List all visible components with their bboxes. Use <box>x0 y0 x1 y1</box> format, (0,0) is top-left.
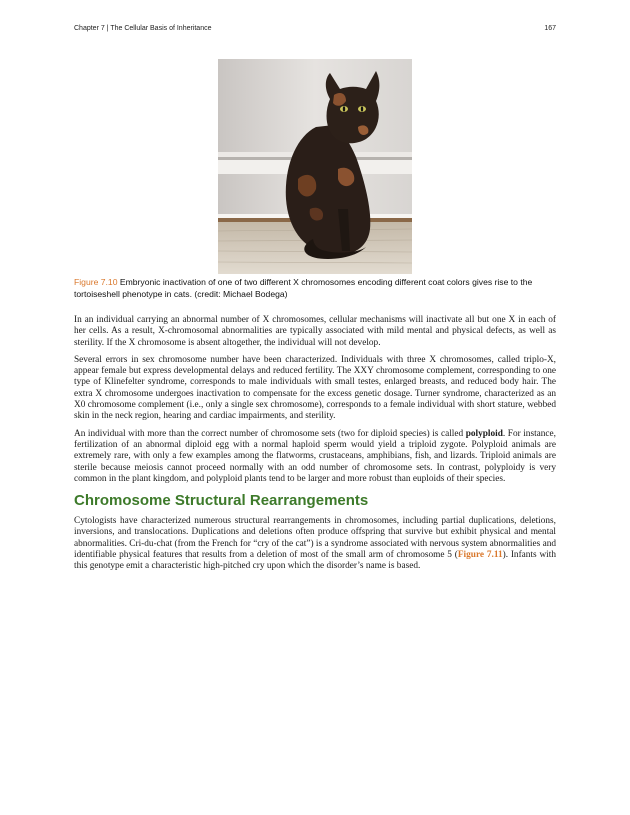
tortoiseshell-cat-image <box>218 59 412 274</box>
paragraph-sex-chromosome-errors: Several errors in sex chromosome number have been characterized. Individuals with three X chromosomes, called triplo-X, appear female but express developmental delays and reduced fertility. The XXY chromosome complement, corresponding to one type of Klinefelter syndrome, corresponds to male individuals with small testes, enlarged breasts, and reduced body hair. The extra X chromosome undergoes inactivation to compensate for the excess genetic dosage. Turner syndrome, characterized as an X0 chromosome complement (i.e., only a single sex chromosome), corresponds to a female individual with short stature, webbed skin in the neck region, hearing and cardiac impairments, and sterility. <box>74 354 556 422</box>
paragraph-x-abnormalities: In an individual carrying an abnormal number of X chromosomes, cellular mechanisms will inactivate all but one X in each of her cells. As a result, X-chromosomal abnormalities are typically associated with mild mental and physical defects, as well as sterility. If the X chromosome is absent altogether, the individual will not develop. <box>74 315 556 348</box>
paragraph-polyploidy <box>74 429 556 485</box>
rearrangements-text-after: ). Infants with this genotype emit a characteristic high-pitched cry upon which the disorder’s name is based. <box>74 550 556 572</box>
polyploid-text-after: . For instance, fertilization of an abnormal diploid egg with a normal haploid sperm would yield a triploid zygote. Polyploid animals are extremely rare, with only a few examples among the flatworms, crustaceans, amphibians, fish, and lizards. Triploid animals are sterile because meiosis cannot proceed normally with an odd number of chromosome sets. In contrast, polyploidy is very common in the plant kingdom, and polyploid plants tend to be larger and more robust than euploids of their species. <box>74 428 557 484</box>
section-heading: Chromosome Structural Rearrangements <box>74 492 369 510</box>
figure-caption-text: Embryonic inactivation of one of two different X chromosomes encoding different coat colors gives rise to the tortoiseshell phenotype in cats. (credit: Michael Bodega) <box>74 277 533 299</box>
figure-cat-photo <box>218 59 412 274</box>
page-number: 167 <box>544 25 556 32</box>
body-text <box>74 315 556 579</box>
polyploid-term: polyploid <box>465 428 503 439</box>
polyploid-text-before: An individual with more than the correct number of chromosome sets (two for diploid species) is called <box>74 428 466 439</box>
figure-label: Figure 7.10 <box>74 277 118 287</box>
chapter-title: Chapter 7 | The Cellular Basis of Inheritance <box>74 25 212 32</box>
paragraph-structural-rearrangements <box>74 516 556 572</box>
figure-caption <box>74 277 556 300</box>
running-head <box>74 25 556 32</box>
figure-7-11-link[interactable]: Figure 7.11 <box>457 550 503 561</box>
rearrangements-text-before: Cytologists have characterized numerous structural rearrangements in chromosomes, including partial duplications, deletions, inversions, and translocations. Duplications and deletions often produce offspring that survive but exhibit physical and mental abnormalities. Cri-du-chat (from the French for “cry of the cat”) is a syndrome associated with nervous system abnormalities and identifiable physical features that results from a deletion of most of the small arm of chromosome 5 ( <box>74 516 556 561</box>
